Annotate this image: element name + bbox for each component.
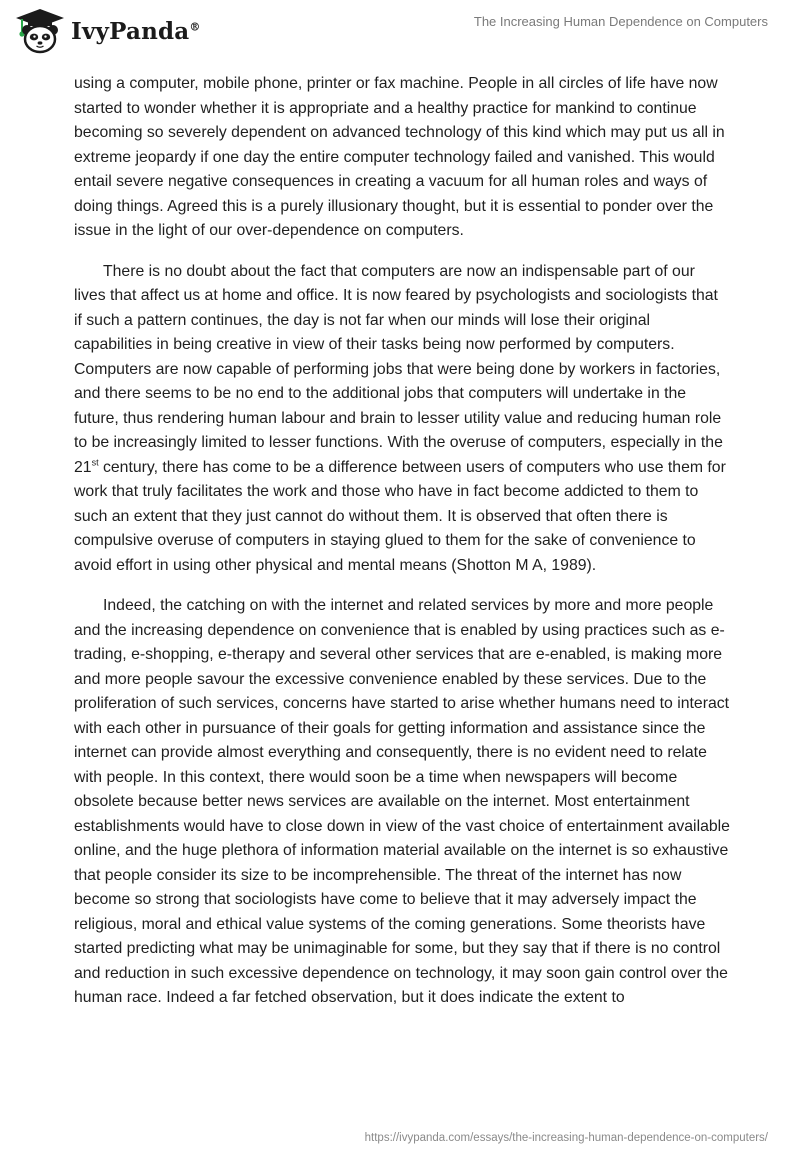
ordinal-suffix: st (91, 457, 99, 468)
brand-name: IvyPanda® (71, 17, 201, 45)
paragraph-3: Indeed, the catching on with the internet and related services by more and more people and the increasing dependence on convenience that is enabled by using practices such as e-trading, e-shopping, e-therapy and several other services that are e-enabled, is making more and more people savour the excessive convenience enabled by these services. Due to the proliferation of such services, concerns have started to arise whether humans need to interact with each other in pursuance of their goals for getting information and assistance since the internet can provide almost everything and consequently, there is no evident need to relate with people. In this context, there would soon be a time when newspapers will become obsolete because better news services are available on the internet. Most entertainment establishments would have to close down in view of the vast choice of entertainment available online, and the huge plethora of information material available on the internet is so exhaustive that people consider its size to be incomprehensible. The threat of the internet has now become so strong that sociologists have come to believe that it may adversely impact the religious, moral and ethical value systems of the coming generations. Some theorists have started predicting what may be unimaginable for some, but they say that if there is no control and reduction in such excessive dependence on technology, it may soon gain control over the human race. Indeed a far fetched observation, but it does indicate the extent to (74, 597, 730, 1006)
paragraph-1: using a computer, mobile phone, printer or fax machine. People in all circles of life have now started to wonder whether it is appropriate and a healthy practice for mankind to continue becoming so severely dependent on advanced technology of this kind which may put us all in extreme jeopardy if one day the entire computer technology failed and vanished. This would entail severe negative consequences in creating a vacuum for all human roles and ways of doing things. Agreed this is a purely illusionary thought, but it is essential to ponder over the issue in the light of our over-dependence on computers. (74, 75, 725, 239)
paragraph-2-part-b: century, there has come to be a difference between users of computers who use them for work that truly facilitates the work and those who have in fact become addicted to them to such an extent that they just cannot do without them. It is observed that often there is compulsive overuse of computers in staying glued to them for the sake of convenience to avoid effort in using other physical and mental means (Shotton M A, 1989). (74, 458, 726, 574)
document-title: The Increasing Human Dependence on Computers (473, 14, 768, 29)
registered-mark: ® (189, 19, 201, 33)
source-url-link[interactable]: https://ivypanda.com/essays/the-increasing-human-dependence-on-computers/ (364, 1132, 768, 1144)
essay-body (74, 72, 730, 1027)
page-header (0, 0, 800, 60)
panda-graduation-cap-icon (14, 8, 66, 54)
paragraph-2-part-a: There is no doubt about the fact that computers are now an indispensable part of our lives that affect us at home and office. It is now feared by psychologists and sociologists that if such a pattern continues, the day is not far when our minds will lose their original capabilities in being creative in view of their tasks being now performed by computers. Computers are now capable of performing jobs that were being done by workers in factories, and there seems to be no end to the additional jobs that computers will undertake in the future, thus rendering human labour and brain to lesser utility value and reducing human role to be increasingly limited to lesser functions. With the overuse of computers, especially in the 21 (74, 262, 723, 476)
paragraph-2 (74, 260, 730, 579)
ivypanda-logo[interactable] (14, 8, 201, 54)
